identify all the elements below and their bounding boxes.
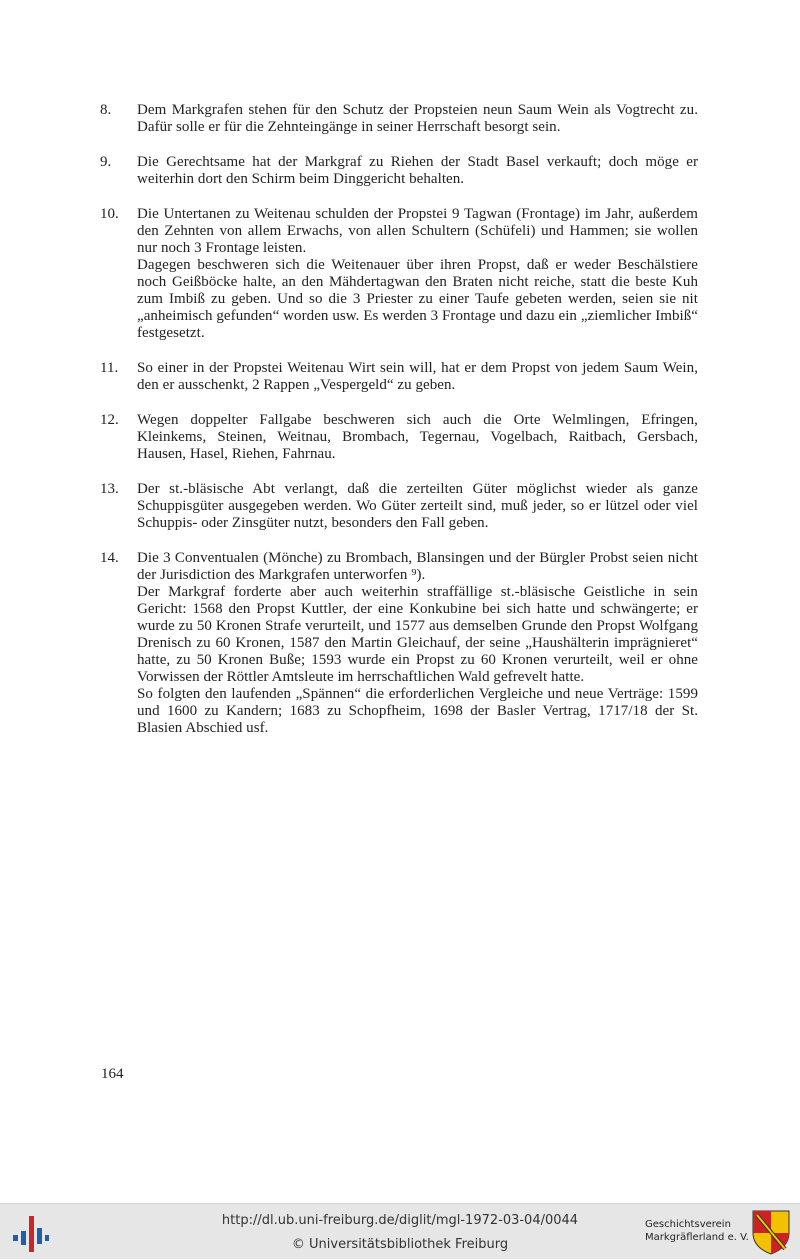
list-item: [100, 412, 698, 463]
society-name: [645, 1218, 749, 1244]
copyright-text: © Universitätsbibliothek Freiburg: [291, 1237, 509, 1252]
page-number: 164: [101, 1066, 124, 1082]
list-item: [100, 481, 698, 532]
document-url-link[interactable]: http://dl.ub.uni-freiburg.de/diglit/mgl-1972-03-04/0044: [221, 1213, 579, 1228]
item-body: [137, 206, 698, 342]
paragraph: Die 3 Conventualen (Mönche) zu Brombach, Blansingen und der Bürgler Probst seien nicht der Jurisdiction des Markgrafen unterworfen ⁹).: [137, 550, 698, 583]
item-body: [137, 412, 698, 463]
paragraph: Der st.-bläsische Abt verlangt, daß die zerteilten Güter möglichst wieder als ganze Schuppisgüter ausgegeben werden. Wo Güter zerteilt sind, muß jeder, so er lützel oder viel Schuppis- oder Zinsgüter nutzt, besonders den Fall geben.: [137, 481, 698, 531]
paragraph: Die Gerechtsame hat der Markgraf zu Riehen der Stadt Basel verkauft; doch möge er weiterhin dort den Schirm beim Dinggericht behalten.: [137, 154, 698, 187]
item-number: 14.: [100, 550, 119, 566]
paragraph: Wegen doppelter Fallgabe beschweren sich auch die Orte Welmlingen, Efringen, Kleinkems, Steinen, Weitnau, Brombach, Tegernau, Vogelbach, Raitbach, Gersbach, Hausen, Hasel, Riehen, Fahrnau.: [137, 412, 698, 462]
list-item: [100, 360, 698, 394]
viewer-footer: [0, 1203, 800, 1259]
coat-of-arms-icon[interactable]: [751, 1209, 791, 1255]
paragraph: Der Markgraf forderte aber auch weiterhin straffällige st.-bläsische Geistliche in sein Gericht: 1568 den Propst Kuttler, der eine Konkubine bei sich hatte und schwängerte; er wurde zu 50 Kronen Strafe verurteilt, und 1577 aus demselben Grunde den Propst Wolfgang Drenisch zu 60 Kronen, 1587 den Martin Gleichauf, der seine „Haushälterin imprägnieret“ hatte, zu 50 Kronen Buße; 1593 wurde ein Propst zu 60 Kronen verurteilt, weil er ohne Vorwissen der Röttler Amtsleute im herrschaftlichen Wald gefrevelt hatte.: [137, 584, 698, 685]
list-item: [100, 206, 698, 342]
library-logo-icon[interactable]: [10, 1214, 50, 1254]
item-number: 8.: [100, 102, 112, 118]
item-body: [137, 154, 698, 188]
item-number: 11.: [100, 360, 119, 376]
item-number: 9.: [100, 154, 112, 170]
item-body: [137, 481, 698, 532]
item-body: [137, 550, 698, 737]
paragraph: So einer in der Propstei Weitenau Wirt sein will, hat er dem Propst von jedem Saum Wein, den er ausschenkt, 2 Rappen „Vespergeld“ zu geben.: [137, 360, 698, 393]
item-number: 13.: [100, 481, 119, 497]
paragraph: Dem Markgrafen stehen für den Schutz der Propsteien neun Saum Wein als Vogtrecht zu. Dafür solle er für die Zehnteingänge in seiner Herrschaft besorgt sein.: [137, 102, 698, 135]
item-number: 12.: [100, 412, 119, 428]
numbered-list: [100, 102, 698, 755]
item-body: [137, 360, 698, 394]
society-name-line2: Markgräflerland e. V.: [645, 1232, 749, 1243]
paragraph: Die Untertanen zu Weitenau schulden der Propstei 9 Tagwan (Frontage) im Jahr, außerdem den Zehnten von allem Erwachs, von allen Schultern (Schüfeli) und Hammen; sie wollen nur noch 3 Frontage leisten.: [137, 206, 698, 256]
paragraph: Dagegen beschweren sich die Weitenauer über ihren Propst, daß er weder Beschälstiere noch Geißböcke halte, an den Mähdertagwan den Braten nicht reiche, statt die beste Kuh zum Imbiß zu geben. Und so die 3 Priester zu einer Taufe gebeten werden, seien sie nit „anheimisch gefunden“ worden usw. Es werden 3 Frontage und dazu ein „ziemlicher Imbiß“ festgesetzt.: [137, 257, 698, 341]
paragraph: So folgten den laufenden „Spännen“ die erforderlichen Vergleiche und neue Verträge: 1599 und 1600 zu Kandern; 1683 zu Schopfheim, 1698 der Basler Vertrag, 1717/18 der St. Blasien Abschied usf.: [137, 686, 698, 736]
item-number: 10.: [100, 206, 119, 222]
list-item: [100, 550, 698, 737]
society-name-line1: Geschichtsverein: [645, 1219, 731, 1230]
list-item: [100, 154, 698, 188]
item-body: [137, 102, 698, 136]
list-item: [100, 102, 698, 136]
